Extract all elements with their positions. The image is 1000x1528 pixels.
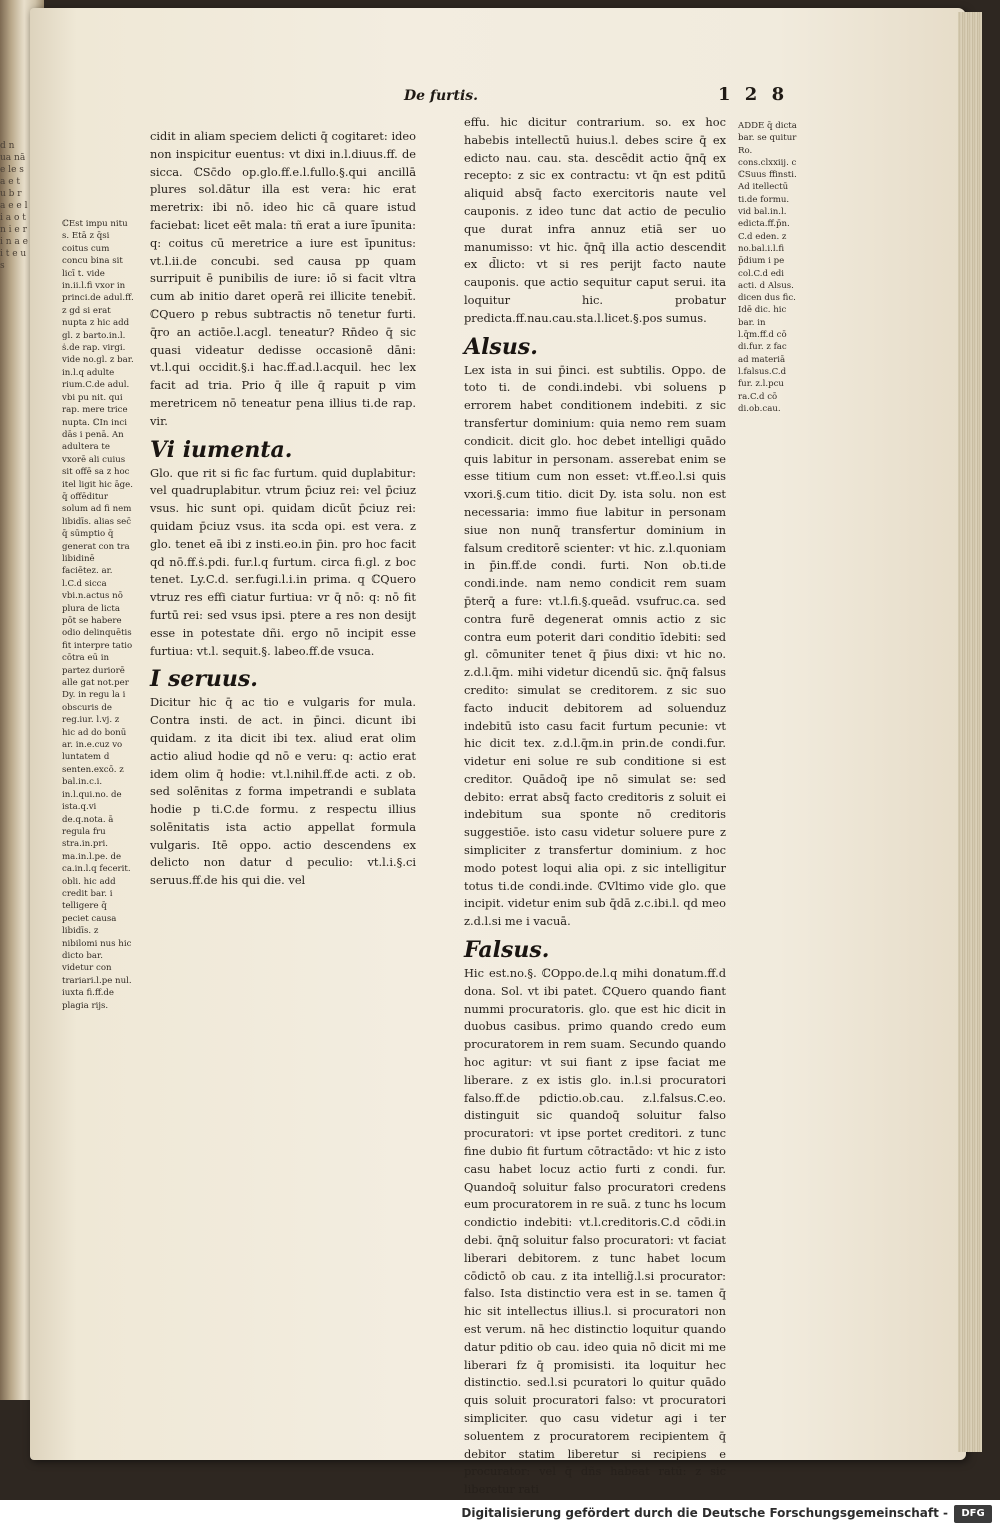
facing-page-edge-text: d n ua nā e le s a e t u b r a e e l i a o t n i e r i n a e i t e u s bbox=[0, 141, 28, 271]
text-column-left bbox=[150, 128, 416, 1263]
rubric-heading: Falsus. bbox=[464, 937, 550, 964]
text-column-right bbox=[464, 114, 726, 1497]
paragraph: Hic est.no.§. ℂOppo.de.l.q mihi donatum.ff.d dona. Sol. vt ibi patet. ℂQuero quando fiant nummi procuratoris. glo. que est hic dicit in duobus casibus. primo quando credo eum procuratorem in rem suam. Secundo quando hoc agitur: vt sui fiant z ipse faciat me liberare. z ex istis glo. in.l.si procuratori falso.ff.de pdictio.ob.cau. z.l.falsus.C.eo. distinguit sic quandoq̄ soluitur falso procuratori: vt ipse portet creditori. z tunc fine dubio fit furtum cōtractādo: vt hic z isto casu habet locuz actio furti z condi. fur. Quandoq̄ soluitur falso procuratori credens eum procuratorem in re suā. z tunc hs locum condictio indebiti: vt.l.creditoris.C.d cōdi.in debi. q̄nq̄ soluitur falso procuratori: vt faciat liberari debitorem. z tunc habet locum cōdictō ob cau. z ita intellig̃.l.si procurator: falso. Ista distinctio vera est in se. tamen q̄ hic sit intellectus illius.l. si procuratori non est verum. nā hec distinctio loquitur quando datur pditio ob cau. ideo quia nō dicit mi me liberari fz q̄ promisisti. ita loquitur hec distinctio. sed.l.si pcuratori lo quitur quādo quis soluit procuratori falso: vt procuratori simpliciter. quo casu videtur agi i ter soluentem z procuratorem recipientem q̄ debitor statim liberetur si recipiens e procurator: vel q̄ dñs habeat ratū: z sic liberetur rati bbox=[464, 966, 726, 1497]
paragraph: cidit in aliam speciem delicti q̄ cogitaret: ideo non inspicitur euentus: vt dixi in.l.diuus.ff. de sicca. ℂSc̄do op.glo.ff.e.l.fullo.§.qui ancillā plures sol.dātur illa est vera: hic erat meretrix: ibi nō. ideo hic cā quare istud faciebat: licet eēt mala: tñ erat a iure īpunita: q: coitus cū meretrice a iure est īpunitus: vt.l.ii.de concubi. sed causa pp quam surripuit ē punibilis de iure: iō si facit vltra cum ab initio daret operā rei illicite tenebit̄. ℂQuero p rebus subtractis nō tenetur furti. q̄ro an actiōe.l.acgl. teneatur? Rn̄deo q̄ sic quasi videatur dedisse occasionē dāni: vt.l.qui occidit.§.i hac.ff.ad.l.acquil. hec lex facit ad tria. Prio q̄ ille q̄ rapuit p vim meretricem nō teneatur pena illius ti.de rap. vir. bbox=[150, 129, 416, 428]
running-title: De furtis. bbox=[404, 88, 479, 104]
left-margin-gloss: ℂEst impu nitu s. Etā z q̄si coitus cum concu bina sit licī t. vide in.ii.l.fi vxor in princi.de adul.ff. z gd si erat nupta z hic add gl. z barto.in.l. ṡ.de rap. virgi. vide no.gl. z bar. in.l.q adulte rium.C.de adul. vbi pu nit. qui rap. mere trice nupta. ℂIn inci dās i penā. An adultera te vxorē ali cuius sit offē sa z hoc itel ligit hic āge. q̄ offēditur solum ad fi nem libidīs. alias sec̄ q̄ sūmptio q̄ generat con tra libidinē faciētez. ar. l.C.d sicca vbi.n.actus nō plura de licta pōt se habere odio delinquētis fit interpre tatio cōtra eū in partez duriorē alle gat not.per Dy. in regu la i obscuris de reg.iur. l.vj. z hic ad do bonū ar. in.e.cuz vo luntatem d senten.excō. z bal.in.c.i. in.l.qui.no. de ista.q.vi de.q.nota. ā regula fru stra.in.pri. ma.in.l.pe. de ca.in.l.q fecerit. obli. hic add credit bar. i telligere q̄ peciet causa libidīs. z nibilomi nus hic dicto bar. videtur con trariari.l.pe nul. iuxta fi.ff.de plagia rijs. bbox=[62, 219, 134, 1011]
rubric-heading: Alsus. bbox=[464, 333, 538, 360]
paragraph: effu. hic dicitur contrarium. so. ex hoc habebis intellectū huius.l. debes scire q̄ ex edicto nau. cau. sta. descēdit actio q̄nq̄ ex recepto: z sic ex contractu: vt q̄n est pditū aliquid absq̄ facto exercitoris naute vel cauponis. z ideo tunc dat actio de peculio que durat infra annuz etiā ser uo manumisso: vt hic. q̄nq̄ illa actio descendit ex d̄licto: vt si res perijt facto naute cauponis. que actio sequitur caput serui. ita loquitur hic. probatur predicta.ff.nau.cau.sta.l.licet.§.pos sumus. bbox=[464, 115, 726, 325]
paragraph: Dicitur hic q̄ ac tio e vulgaris for mula. Contra insti. de act. in p̄inci. dicunt ibi quidam. z ita dicit ibi tex. aliud erat olim actio aliud hodie qd nō e veru: q: actio erat idem olim q̄ hodie: vt.l.nihil.ff.de acti. z ob. sed solēnitas z forma impetrandi e sublata hodie p ti.C.de formu. z respectu illius solēnitatis ista actio appellat formula vulgaris. Itē oppo. actio descendens ex delicto non datur d peculio: vt.l.i.§.ci seruus.ff.de his qui die. vel bbox=[150, 695, 416, 888]
funding-credit: Digitalisierung gefördert durch die Deutsche Forschungsgemeinschaft - bbox=[461, 1506, 948, 1520]
footer-bar bbox=[0, 1500, 1000, 1528]
folio-number: 1 2 8 bbox=[718, 84, 789, 105]
page-stack-edge bbox=[958, 12, 982, 1452]
rubric-heading: Vi iumenta. bbox=[150, 436, 293, 463]
dfg-logo: DFG bbox=[954, 1505, 992, 1523]
right-margin-gloss: ADDE q̄ dicta bar. se quitur Ro. cons.clxxiij. c ℂSuus ffinsti. Ad itellectū ti.de formu. vid bal.in.l. edicta.ff.p̄n. C.d eden. z no.bal.i.l.fi p̄dium i pe col.C.d edi acti. d Alsus. dicen dus fic. Idē dic. hic bar. in l.q̄m.ff.d cō di.fur. z fac ad materiā l.falsus.C.d fur. z.l.pcu ra.C.d cō di.ob.cau. bbox=[738, 121, 797, 414]
paragraph: Glo. que rit si fic fac furtum. quid duplabitur: vel quadruplabitur. vtrum p̄ciuz rei: vel p̄ciuz vsus. hic sunt opi. quidam dicūt p̄ciuz rei: quidam p̄ciuz vsus. ita scda opi. est vera. z glo. tenet eā ibi z insti.eo.in p̄in. pro hoc facit qd nō.ff.ṡ.pdi. fur.l.q furtum. circa fi.gl. z boc tenet. Ly.C.d. ser.fugi.l.i.in prima. q ℂQuero vtruz res effi ciatur furtiua: vr q̄ nō: q: nō fit furtū rei: sed vsus ipsi. ptere a res non desijt esse in potestate dñi. ergo nō incipit esse furtiua: vt.l. sequit.§. labeo.ff.de vsuca. bbox=[150, 465, 416, 658]
rubric-heading: I seruus. bbox=[150, 666, 258, 693]
paragraph: Lex ista in sui p̄inci. est subtilis. Oppo. de toto ti. de condi.indebi. vbi soluens p errorem habet conditionem indebiti. z sic transfertur dominium: quia nemo rem suam condicit. dicit glo. hoc debet intelligi quādo quis labitur in personam. asserebat enim se esse titium cum non esset: vt.ff.eo.l.si quis vxori.§.cum titio. dicit Dy. ista solu. non est necessaria: immo fiue labitur in personam siue non nunq̄ transfertur dominium in falsum creditorē scienter: vt hic. z.l.quoniam in p̄in.ff.de condi. furti. Non ob.ti.de condi.inde. nam nemo condicit rem suam p̄terq̄ a fure: vt.l.fi.§.queād. vsufruc.ca. sed contra furē degenerat omnis actio z sic contra eum poterit dari conditio īdebiti: sed gl. cōmuniter tenet q̄ p̄ius dixi: vt hic no. z.d.l.q̄m. mihi videtur dicendū sic. q̄nq̄ falsus credito: simulat se creditorem. z sic suo facto inducit debitorem ad soluenduz indebitū isto casu facit furtum pecunie: vt hic dicit tex. z.d.l.q̄m.in prin.de condi.fur. videtur eni solue re sub conditione si est creditor. Quādoq̄ ipe nō simulat se: sed debito: errat absq̄ facto creditoris z soluit ei indebitum sua sponte nō creditoris suggestiōe. isto casu videtur soluere pure z simpliciter z transfertur dominium. z hoc modo potest loqui alia opi. z sic intelligitur totus ti.de condi.inde. ℂVltimo vide glo. que incipit. videtur enim sub q̄dā z.c.ibi.l. qd meo z.d.l.si me i vacuā. bbox=[464, 362, 726, 929]
